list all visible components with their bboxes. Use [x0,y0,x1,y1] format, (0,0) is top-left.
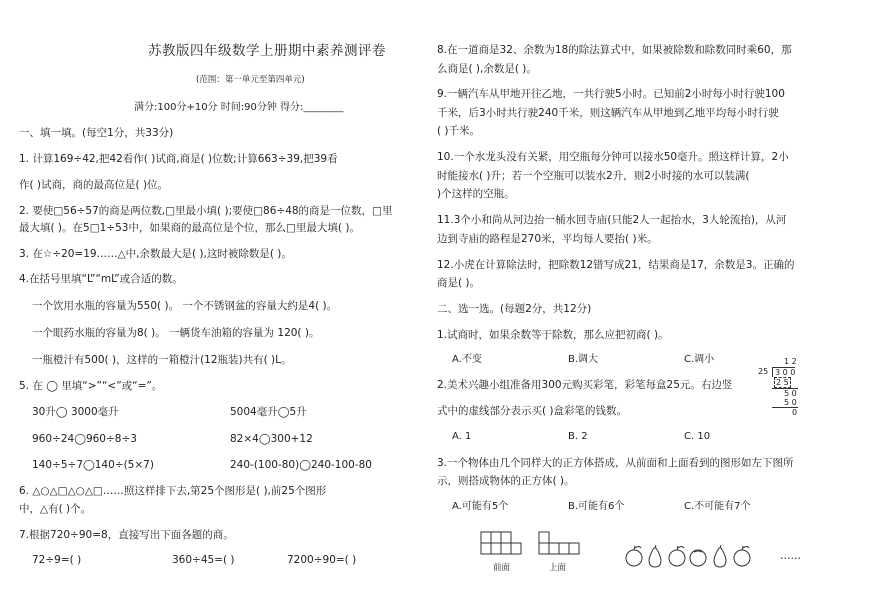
question-line: ( )千米。 [437,125,481,137]
orange-icon [690,550,706,566]
choice-a: A.不变 [452,354,482,365]
question-line: )个这样的空瓶。 [437,188,515,200]
question-line: 一个饮用水瓶的容量为550( )。 一个不锈钢盆的容量大约是4( )。 [32,300,338,312]
question-line: 7.根据720÷90=8，直接写出下面各题的商。 [19,529,234,541]
divisor: 25 [758,367,769,376]
question-line: 示，则搭成物体的正方体( )。 [437,475,575,487]
compare-item: 240-(100-80)◯240-100-80 [230,459,372,471]
question-line: 式中的虚线部分表示买( )盒彩笔的钱数。 [437,405,628,417]
compare-item: 140÷5÷7◯140÷(5×7) [32,459,154,471]
section-heading: 二、选一选。(每题2分，共12分) [437,303,592,315]
question-line: 作( )试商，商的最高位是( )位。 [19,179,169,191]
pear-icon [649,545,661,567]
choice-c: C.调小 [684,354,715,365]
question-line: 3. 在☆÷20=19……△中,余数最大是( ),这时被除数是( )。 [19,248,292,260]
question-line: 12.小虎在计算除法时，把除数12错写成21，结果商是17，余数是3。正确的 [437,259,795,271]
question-line: 一个眼药水瓶的容量为8( )。 一辆货车油箱的容量为 120( )。 [32,327,320,339]
question-line: 9.一辆汽车从甲地开往乙地，一共行驶5小时。已知前2小时每小时行驶100 [437,88,785,100]
question-line: 中，△有( )个。 [19,503,92,515]
question-line: 1. 计算169÷42,把42看作( )试商,商是( )位数;计算663÷39,把39看 [19,153,338,165]
question-line: 最大填( )。在5□1÷53中，如果商的最高位是个位，那么□里最大填( )。 [19,222,360,234]
figure-label-top: 上面 [549,563,567,573]
question-line: 千米，后3小时共行驶240千米，则这辆汽车从甲地到乙地平均每小时行驶 [437,107,779,119]
question-line: 3.一个物体由几个同样大的正方体搭成，从前面和上面看到的图形如左下图所 [437,457,794,469]
choice-a: A.可能有5个 [452,501,509,512]
exam-meta: 满分:100分+10分 时间:90分钟 得分:________ [134,102,344,113]
apple-icon [669,546,685,566]
section-heading: 一、填一填。(每空1分，共33分) [19,127,174,139]
fruit-pattern [624,543,776,569]
question-line: 商是( )。 [437,277,481,289]
front-view-figure [480,531,522,557]
ellipsis: …… [780,550,801,562]
scope-note: (范围：第一单元至第四单元) [196,75,305,85]
question-line: 么商是( ),余数是( )。 [437,63,537,75]
division-item: 72÷9=( ) [32,554,82,566]
apple-icon [626,546,642,566]
question-line: 2.美术兴趣小组准备用300元购买彩笔，彩笔每盒25元。右边竖 [437,379,733,391]
quotient: 1 2 [784,357,797,366]
division-step: 2 5 [776,378,789,387]
question-line: 边到寺庙的路程是270米，平均每人要抬( )米。 [437,233,658,245]
compare-item: 5004毫升◯5升 [230,406,307,418]
apple-icon [734,546,750,566]
long-division [758,357,808,419]
top-view-figure [538,531,580,557]
question-line: 时能接水( )升；若一个空瓶可以装水2升，则2小时接的水可以装满( [437,170,750,182]
division-remainder: 0 [792,408,798,417]
choice-c: C.不可能有7个 [684,501,751,512]
choice-b: B. 2 [568,431,588,442]
choice-c: C. 10 [684,431,711,442]
question-line: 5. 在 ◯ 里填“>”“<”或“=”。 [19,380,163,392]
page-title: 苏教版四年级数学上册期中素养测评卷 [148,43,386,59]
question-line: 6. △○△□△○△□……照这样排下去,第25个图形是( ),前25个图形 [19,485,327,497]
question-line: 4.在括号里填“L”“mL”或合适的数。 [19,273,183,285]
choice-b: B.可能有6个 [568,501,625,512]
division-step: 5 0 [784,398,797,407]
question-line: 1.试商时，如果余数等于除数，那么应把初商( )。 [437,329,669,341]
question-line: 2. 要使□56÷57的商是两位数,□里最小填( );要使□86÷48的商是一位数，□里 [19,205,393,217]
pear-icon [714,545,726,567]
division-step: 5 0 [784,389,797,398]
dividend: 3 0 0 [772,367,795,377]
division-item: 7200÷90=( ) [287,554,357,566]
question-line: 一瓶橙汁有500( )，这样的一箱橙汁(12瓶装)共有( )L。 [32,354,292,366]
figure-label-front: 前面 [493,563,511,573]
compare-item: 960÷24◯960÷8÷3 [32,433,137,445]
compare-item: 82×4◯300+12 [230,433,313,445]
question-line: 10.一个水龙头没有关紧，用空瓶每分钟可以接水50毫升。照这样计算，2小 [437,151,789,163]
division-item: 360÷45=( ) [172,554,235,566]
choice-b: B.调大 [568,354,599,365]
compare-item: 30升◯ 3000毫升 [32,406,119,418]
question-line: 11.3个小和尚从河边抬一桶水回寺庙(只能2人一起抬水，3人轮流抬)，从河 [437,214,787,226]
question-line: 8.在一道商是32、余数为18的除法算式中，如果被除数和除数同时乘60，那 [437,44,792,56]
choice-a: A. 1 [452,431,472,442]
